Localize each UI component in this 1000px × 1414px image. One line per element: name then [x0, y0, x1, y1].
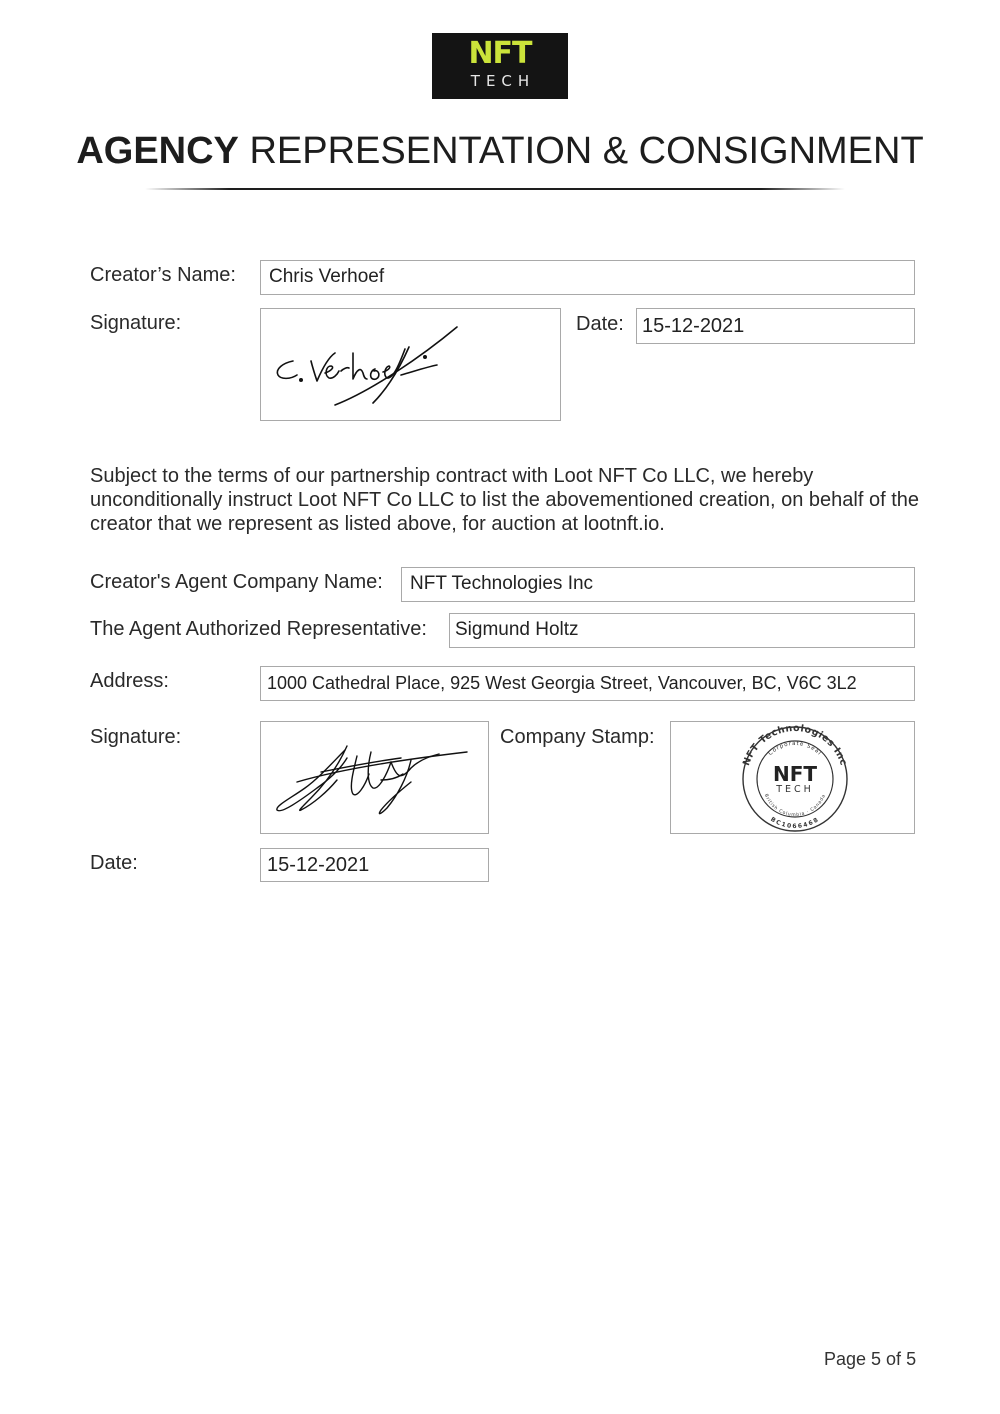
seal-center-nft: NFT	[772, 762, 818, 786]
consignment-instruction-text: Subject to the terms of our partnership contract with Loot NFT Co LLC, we hereby unconditionally instruct Loot NFT Co LLC to list the abovementioned creation, on behalf of the creator that we represent as listed above, for auction at lootnft.io.	[90, 465, 920, 535]
page-number: Page 5 of 5	[824, 1349, 917, 1369]
logo-nft-text: NFT	[468, 36, 532, 71]
svg-text:British Columbia · Canada	[763, 793, 827, 818]
logo-tech-text: TECH	[470, 72, 536, 90]
agent-representative-label: The Agent Authorized Representative:	[90, 618, 427, 640]
agent-date-field[interactable]: 15-12-2021	[260, 848, 489, 882]
creator-signature-image	[261, 309, 561, 421]
seal-outer-top-text: NFT Technologies Inc	[741, 722, 849, 768]
creator-date-label: Date:	[576, 313, 624, 335]
creator-name-label: Creator’s Name:	[90, 264, 236, 286]
agent-signature-image	[261, 722, 489, 834]
creator-signature-label: Signature:	[90, 312, 182, 334]
address-label: Address:	[90, 670, 169, 692]
address-field[interactable]: 1000 Cathedral Place, 925 West Georgia Street, Vancouver, BC, V6C 3L2	[260, 666, 915, 701]
creator-signature-box[interactable]	[260, 308, 561, 421]
company-stamp-label: Company Stamp:	[500, 726, 655, 748]
agent-signature-label: Signature:	[90, 726, 182, 748]
creator-name-field[interactable]: Chris Verhoef	[260, 260, 915, 295]
page-title	[0, 128, 1000, 174]
company-stamp-box[interactable]	[670, 721, 915, 834]
creator-date-field[interactable]: 15-12-2021	[636, 308, 915, 344]
nft-tech-logo	[432, 33, 568, 99]
seal-inner-top-text: Corporate Seal	[767, 740, 823, 758]
title-bold: AGENCY	[76, 130, 239, 172]
title-divider	[145, 188, 845, 190]
company-seal-icon	[671, 722, 915, 834]
agent-representative-field[interactable]: Sigmund Holtz	[449, 613, 915, 648]
seal-center-tech: TECH	[776, 784, 814, 795]
seal-inner-bottom-text: British Columbia · Canada	[762, 793, 828, 819]
title-rest: REPRESENTATION & CONSIGNMENT	[238, 130, 924, 172]
agent-date-label: Date:	[90, 852, 138, 874]
svg-text:Corporate Seal	[768, 741, 823, 757]
seal-outer-bottom-text: BC1066468	[769, 815, 821, 831]
agent-company-field[interactable]: NFT Technologies Inc	[401, 567, 915, 602]
agent-company-label: Creator's Agent Company Name:	[90, 571, 383, 593]
agent-signature-box[interactable]	[260, 721, 489, 834]
